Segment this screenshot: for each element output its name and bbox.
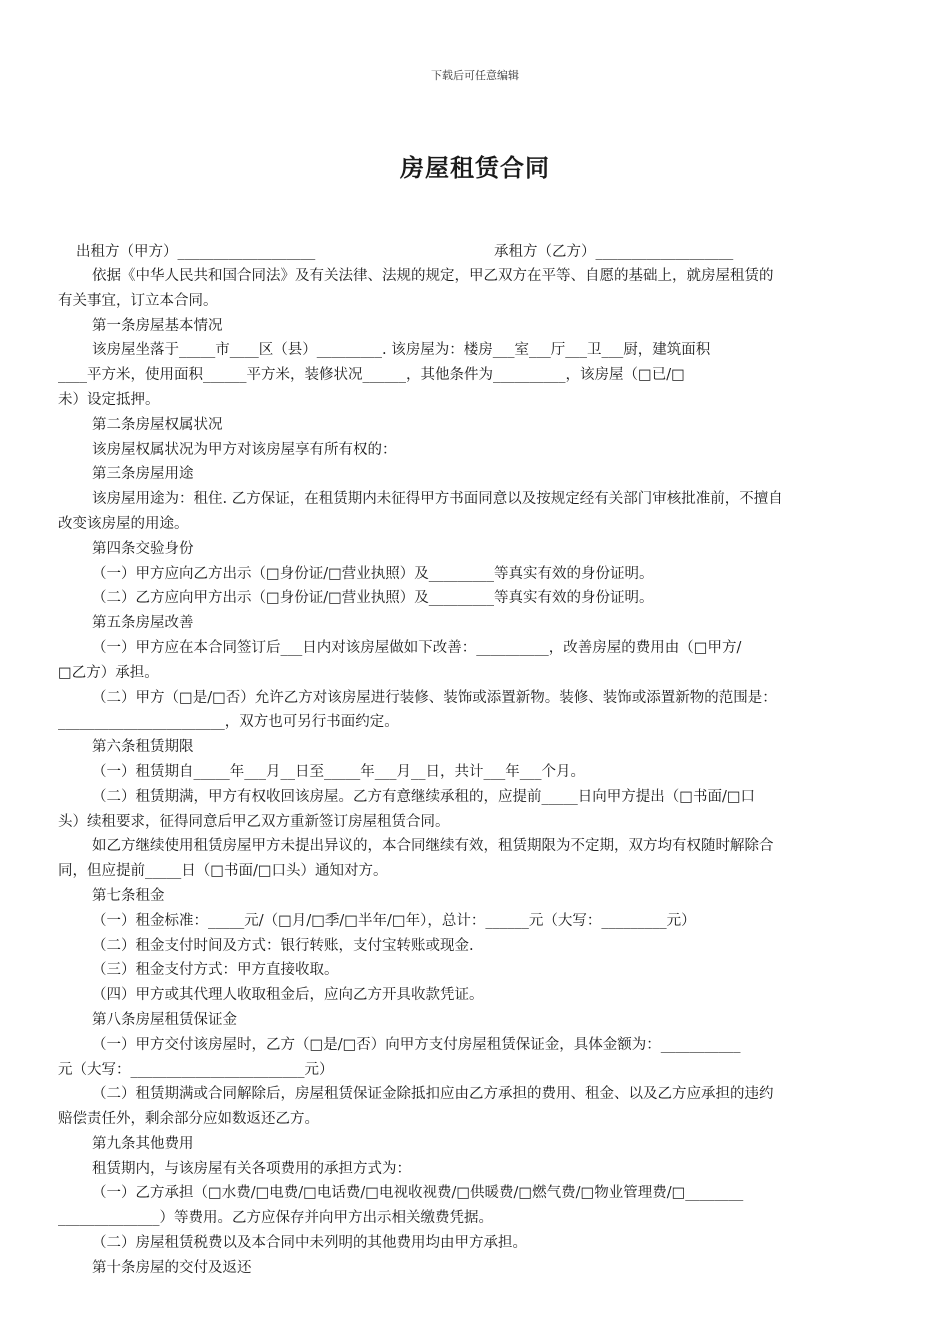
contract-line: （一）甲方应在本合同签订后___日内对该房屋做如下改善：__________，改善房屋的费用由（□甲方/ (92, 639, 742, 656)
contract-line: 第四条交验身份 (92, 540, 194, 557)
contract-line: 同，但应提前_____日（□书面/□口头）通知对方。 (58, 863, 388, 880)
contract-line: □乙方）承担。 (58, 664, 159, 681)
contract-line: （一）甲方应向乙方出示（□身份证/□营业执照）及_________等真实有效的身份证明。 (92, 565, 654, 582)
contract-line: _______________________，双方也可另行书面约定。 (58, 714, 399, 731)
contract-line: 第三条房屋用途 (92, 466, 194, 483)
contract-line: 第二条房屋权属状况 (92, 416, 223, 433)
contract-line: （一）甲方交付该房屋时，乙方（□是/□否）向甲方支付房屋租赁保证金，具体金额为：___________ (92, 1036, 741, 1053)
contract-line: 租赁期内，与该房屋有关各项费用的承担方式为： (92, 1160, 411, 1177)
contract-line: 头）续租要求，征得同意后甲乙双方重新签订房屋租赁合同。 (58, 813, 450, 830)
contract-line: （二）房屋租赁税费以及本合同中未列明的其他费用均由甲方承担。 (92, 1235, 527, 1252)
lessor-field: 出租方（甲方）___________________ (76, 244, 316, 260)
contract-line: 如乙方继续使用租赁房屋甲方未提出异议的，本合同继续有效，租赁期限为不定期，双方均有权随时解除合 (92, 838, 774, 855)
contract-line: 改变该房屋的用途。 (58, 515, 189, 532)
contract-line: 第七条租金 (92, 887, 165, 904)
contract-line: （二）租赁期满或合同解除后，房屋租赁保证金除抵扣应由乙方承担的费用、租金、以及乙方应承担的违约 (92, 1086, 774, 1103)
lessee-field: 承租方（乙方）___________________ (494, 244, 734, 260)
contract-line: 第八条房屋租赁保证金 (92, 1011, 237, 1028)
contract-line: 第一条房屋基本情况 (92, 317, 223, 334)
contract-line: 该房屋权属状况为甲方对该房屋享有所有权的： (92, 441, 397, 458)
contract-line: 第十条房屋的交付及返还 (92, 1259, 252, 1276)
parties-line (76, 240, 896, 264)
contract-body (58, 264, 890, 1281)
contract-line: 元（大写：________________________元） (58, 1061, 334, 1078)
contract-line: （二）乙方应向甲方出示（□身份证/□营业执照）及_________等真实有效的身份证明。 (92, 590, 654, 607)
contract-line: ______________）等费用。乙方应保存并向甲方出示相关缴费凭据。 (58, 1210, 493, 1227)
contract-line: （三）租金支付方式：甲方直接收取。 (92, 962, 339, 979)
contract-line: 赔偿责任外，剩余部分应如数返还乙方。 (58, 1111, 319, 1128)
contract-line: （四）甲方或其代理人收取租金后，应向乙方开具收款凭证。 (92, 987, 484, 1004)
contract-line: （一）租赁期自_____年___月__日至_____年___月__日，共计___年___个月。 (92, 763, 585, 780)
contract-line: 第六条租赁期限 (92, 739, 194, 756)
header-note: 下载后可任意编辑 (431, 69, 519, 82)
contract-line: 第五条房屋改善 (92, 615, 194, 632)
contract-line: （二）租金支付时间及方式：银行转账，支付宝转账或现金. (92, 937, 474, 954)
contract-line: ____平方米，使用面积______平方米，装修状况______，其他条件为__________，该房屋（□已/□ (58, 367, 685, 384)
contract-line: （二）甲方（□是/□否）允许乙方对该房屋进行装修、装饰或添置新物。装修、装饰或添置新物的范围是： (92, 689, 777, 706)
contract-line: 该房屋坐落于_____市____区（县）_________. 该房屋为：楼房___室___厅___卫___厨，建筑面积 (92, 342, 711, 359)
contract-line: 依据《中华人民共和国合同法》及有关法律、法规的规定，甲乙双方在平等、自愿的基础上，就房屋租赁的 (92, 268, 774, 284)
contract-line: 第九条其他费用 (92, 1135, 194, 1152)
contract-line: 未）设定抵押。 (58, 391, 160, 408)
document-title: 房屋租赁合同 (400, 153, 550, 182)
contract-line: （一）乙方承担（□水费/□电费/□电话费/□电视收视费/□供暖费/□燃气费/□物业管理费/□________ (92, 1185, 744, 1202)
contract-line: （二）租赁期满，甲方有权收回该房屋。乙方有意继续承租的，应提前_____日向甲方提出（□书面/□口 (92, 788, 756, 805)
contract-line: （一）租金标准：_____元/（□月/□季/□半年/□年），总计：______元（大写：_________元） (92, 912, 696, 929)
contract-line: 该房屋用途为：租住. 乙方保证，在租赁期内未征得甲方书面同意以及按规定经有关部门审核批准前，不擅自 (92, 491, 783, 508)
contract-line: 有关事宜，订立本合同。 (58, 292, 218, 309)
